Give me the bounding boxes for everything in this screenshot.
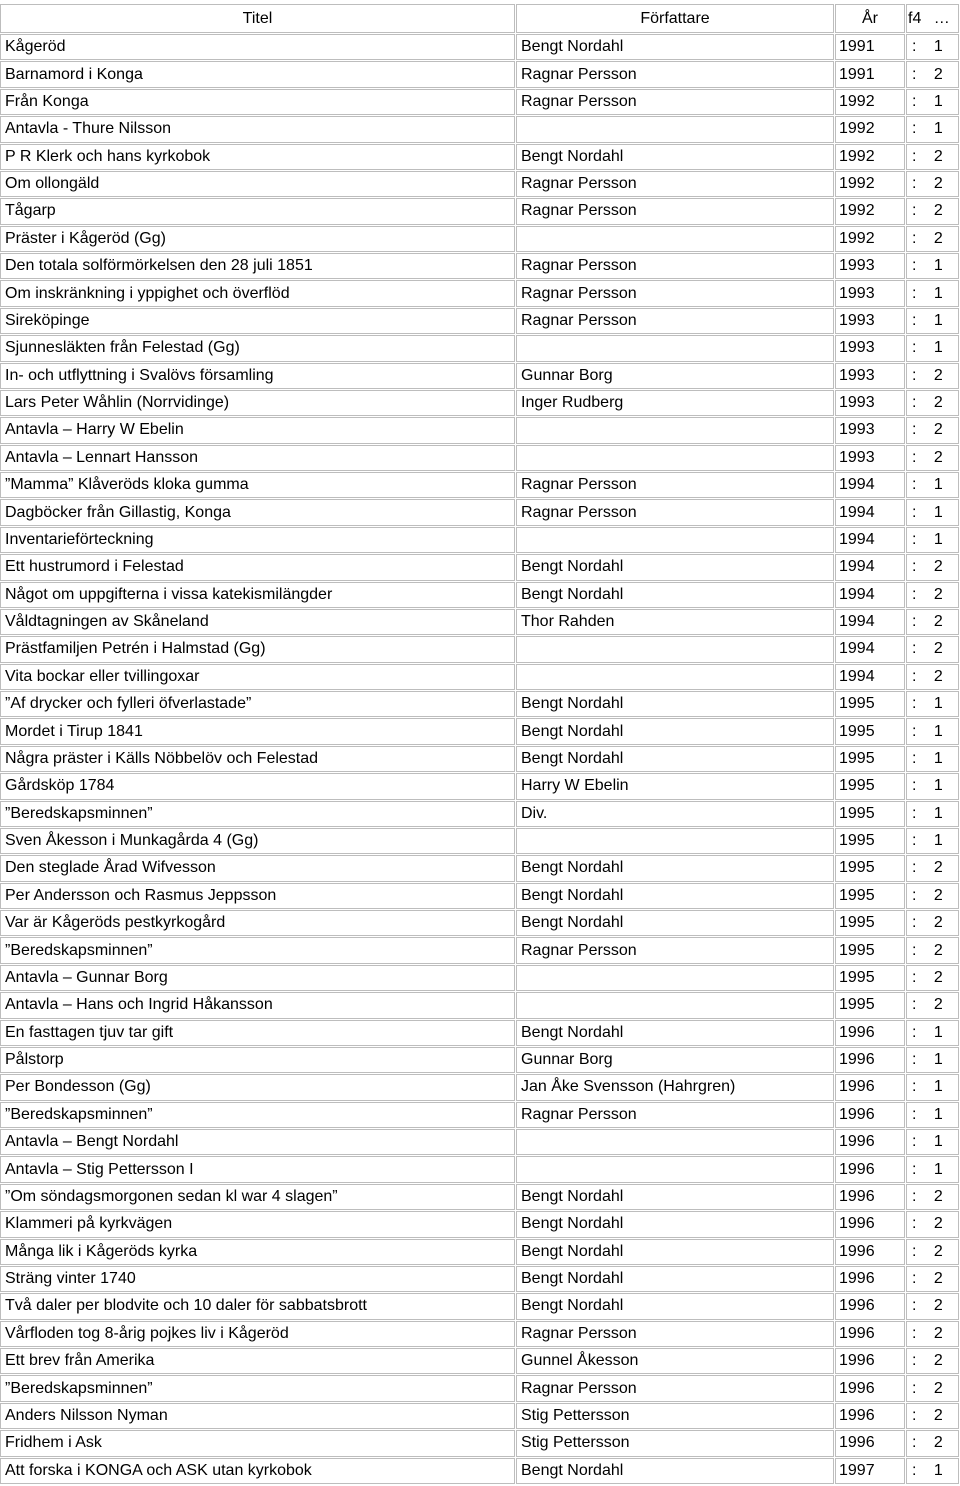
cell-title: Vårfloden tog 8-årig pojkes liv i Kågeröd: [0, 1321, 515, 1347]
cell-title: Sireköpinge: [0, 308, 515, 334]
cell-year: 1996: [835, 1184, 905, 1210]
cell-f4: : 2: [906, 363, 959, 389]
cell-author: Bengt Nordahl: [516, 855, 834, 881]
cell-f4: : 1: [906, 280, 959, 306]
cell-author: Bengt Nordahl: [516, 34, 834, 60]
cell-f4: : 2: [906, 226, 959, 252]
cell-title: Något om uppgifterna i vissa katekismilängder: [0, 582, 515, 608]
cell-author: Bengt Nordahl: [516, 883, 834, 909]
column-header-title: Titel: [0, 4, 515, 33]
cell-year: 1995: [835, 773, 905, 799]
cell-year: 1996: [835, 1403, 905, 1429]
cell-title: Gårdsköp 1784: [0, 773, 515, 799]
cell-author: [516, 527, 834, 553]
cell-author: Ragnar Persson: [516, 198, 834, 224]
cell-author: Ragnar Persson: [516, 89, 834, 115]
cell-title: Barnamord i Konga: [0, 61, 515, 87]
cell-author: Stig Pettersson: [516, 1403, 834, 1429]
cell-year: 1995: [835, 910, 905, 936]
cell-f4: : 2: [906, 1293, 959, 1319]
cell-f4: : 2: [906, 582, 959, 608]
cell-author: [516, 1129, 834, 1155]
cell-f4: : 1: [906, 34, 959, 60]
cell-f4: : 2: [906, 937, 959, 963]
cell-title: Fridhem i Ask: [0, 1430, 515, 1456]
cell-author: [516, 335, 834, 361]
cell-title: Kågeröd: [0, 34, 515, 60]
cell-title: ”Om söndagsmorgonen sedan kl war 4 slagen”: [0, 1184, 515, 1210]
cell-title: Antavla – Bengt Nordahl: [0, 1129, 515, 1155]
cell-f4: : 2: [906, 1403, 959, 1429]
cell-author: Bengt Nordahl: [516, 1020, 834, 1046]
cell-author: Harry W Ebelin: [516, 773, 834, 799]
cell-year: 1996: [835, 1239, 905, 1265]
cell-author: Ragnar Persson: [516, 308, 834, 334]
cell-year: 1996: [835, 1348, 905, 1374]
cell-f4: : 1: [906, 335, 959, 361]
cell-f4: : 2: [906, 1430, 959, 1456]
cell-f4: : 2: [906, 61, 959, 87]
cell-author: Ragnar Persson: [516, 1102, 834, 1128]
cell-year: 1994: [835, 499, 905, 525]
cell-title: Tågarp: [0, 198, 515, 224]
cell-f4: : 1: [906, 1156, 959, 1182]
cell-year: 1994: [835, 664, 905, 690]
cell-title: Om inskränkning i yppighet och överflöd: [0, 280, 515, 306]
cell-author: Gunnel Åkesson: [516, 1348, 834, 1374]
cell-f4: : 1: [906, 801, 959, 827]
cell-year: 1996: [835, 1430, 905, 1456]
cell-f4: : 2: [906, 1348, 959, 1374]
cell-year: 1996: [835, 1266, 905, 1292]
cell-title: Mordet i Tirup 1841: [0, 718, 515, 744]
cell-title: Antavla - Thure Nilsson: [0, 116, 515, 142]
cell-author: [516, 116, 834, 142]
cell-f4: : 2: [906, 1266, 959, 1292]
cell-author: [516, 664, 834, 690]
cell-year: 1992: [835, 226, 905, 252]
cell-title: ”Beredskapsminnen”: [0, 801, 515, 827]
cell-f4: : 2: [906, 910, 959, 936]
cell-author: Bengt Nordahl: [516, 1458, 834, 1484]
cell-author: Bengt Nordahl: [516, 582, 834, 608]
cell-year: 1994: [835, 636, 905, 662]
cell-author: Ragnar Persson: [516, 61, 834, 87]
cell-year: 1992: [835, 144, 905, 170]
cell-f4: : 2: [906, 1211, 959, 1237]
cell-title: Per Bondesson (Gg): [0, 1074, 515, 1100]
cell-year: 1992: [835, 89, 905, 115]
cell-title: Dagböcker från Gillastig, Konga: [0, 499, 515, 525]
cell-year: 1993: [835, 335, 905, 361]
cell-title: P R Klerk och hans kyrkobok: [0, 144, 515, 170]
cell-title: Ett hustrumord i Felestad: [0, 554, 515, 580]
cell-title: Sjunnesläkten från Felestad (Gg): [0, 335, 515, 361]
column-header-f4: f4 …: [906, 4, 959, 33]
cell-year: 1994: [835, 554, 905, 580]
cell-title: In- och utflyttning i Svalövs församling: [0, 363, 515, 389]
cell-title: Två daler per blodvite och 10 daler för sabbatsbrott: [0, 1293, 515, 1319]
cell-f4: : 1: [906, 1129, 959, 1155]
cell-year: 1996: [835, 1102, 905, 1128]
cell-title: Pålstorp: [0, 1047, 515, 1073]
cell-f4: : 1: [906, 116, 959, 142]
cell-title: Många lik i Kågeröds kyrka: [0, 1239, 515, 1265]
cell-year: 1992: [835, 198, 905, 224]
cell-author: Ragnar Persson: [516, 280, 834, 306]
cell-year: 1996: [835, 1211, 905, 1237]
cell-year: 1997: [835, 1458, 905, 1484]
cell-year: 1995: [835, 746, 905, 772]
cell-f4: : 2: [906, 636, 959, 662]
cell-author: Bengt Nordahl: [516, 691, 834, 717]
cell-title: Antavla – Harry W Ebelin: [0, 417, 515, 443]
cell-author: Ragnar Persson: [516, 1375, 834, 1401]
cell-title: Om ollongäld: [0, 171, 515, 197]
cell-year: 1996: [835, 1020, 905, 1046]
cell-f4: : 2: [906, 171, 959, 197]
cell-author: Jan Åke Svensson (Hahrgren): [516, 1074, 834, 1100]
cell-author: Stig Pettersson: [516, 1430, 834, 1456]
cell-f4: : 2: [906, 609, 959, 635]
cell-f4: : 1: [906, 1102, 959, 1128]
cell-f4: : 2: [906, 417, 959, 443]
cell-author: Ragnar Persson: [516, 171, 834, 197]
cell-author: Thor Rahden: [516, 609, 834, 635]
cell-year: 1995: [835, 992, 905, 1018]
cell-year: 1994: [835, 582, 905, 608]
cell-author: Bengt Nordahl: [516, 1293, 834, 1319]
cell-author: [516, 1156, 834, 1182]
cell-f4: : 2: [906, 1321, 959, 1347]
cell-author: Div.: [516, 801, 834, 827]
cell-title: Klammeri på kyrkvägen: [0, 1211, 515, 1237]
cell-f4: : 1: [906, 89, 959, 115]
cell-year: 1996: [835, 1129, 905, 1155]
cell-year: 1992: [835, 116, 905, 142]
cell-f4: : 1: [906, 1074, 959, 1100]
cell-title: Per Andersson och Rasmus Jeppsson: [0, 883, 515, 909]
cell-author: [516, 445, 834, 471]
cell-f4: : 2: [906, 1184, 959, 1210]
cell-f4: : 1: [906, 718, 959, 744]
cell-title: Den steglade Årad Wifvesson: [0, 855, 515, 881]
cell-title: Antavla – Stig Pettersson I: [0, 1156, 515, 1182]
cell-year: 1995: [835, 801, 905, 827]
cell-year: 1995: [835, 828, 905, 854]
cell-title: Den totala solförmörkelsen den 28 juli 1851: [0, 253, 515, 279]
cell-year: 1996: [835, 1293, 905, 1319]
cell-f4: : 2: [906, 1375, 959, 1401]
cell-year: 1993: [835, 445, 905, 471]
cell-title: ”Beredskapsminnen”: [0, 1102, 515, 1128]
cell-author: [516, 828, 834, 854]
cell-title: Prästfamiljen Petrén i Halmstad (Gg): [0, 636, 515, 662]
cell-year: 1995: [835, 883, 905, 909]
cell-f4: : 1: [906, 527, 959, 553]
cell-year: 1996: [835, 1074, 905, 1100]
cell-f4: : 2: [906, 664, 959, 690]
cell-author: Gunnar Borg: [516, 363, 834, 389]
cell-f4: : 1: [906, 253, 959, 279]
cell-author: Gunnar Borg: [516, 1047, 834, 1073]
cell-f4: : 2: [906, 965, 959, 991]
cell-author: Bengt Nordahl: [516, 1266, 834, 1292]
cell-f4: : 2: [906, 992, 959, 1018]
cell-title: ”Beredskapsminnen”: [0, 1375, 515, 1401]
cell-year: 1994: [835, 472, 905, 498]
cell-title: Var är Kågeröds pestkyrkogård: [0, 910, 515, 936]
cell-author: [516, 636, 834, 662]
cell-year: 1996: [835, 1375, 905, 1401]
cell-author: Bengt Nordahl: [516, 1184, 834, 1210]
cell-author: Ragnar Persson: [516, 253, 834, 279]
cell-year: 1995: [835, 937, 905, 963]
cell-author: Ragnar Persson: [516, 1321, 834, 1347]
cell-title: Från Konga: [0, 89, 515, 115]
cell-title: Att forska i KONGA och ASK utan kyrkobok: [0, 1458, 515, 1484]
cell-title: ”Beredskapsminnen”: [0, 937, 515, 963]
cell-title: Ett brev från Amerika: [0, 1348, 515, 1374]
cell-f4: : 1: [906, 1458, 959, 1484]
cell-year: 1993: [835, 417, 905, 443]
cell-title: En fasttagen tjuv tar gift: [0, 1020, 515, 1046]
cell-author: [516, 992, 834, 1018]
cell-title: Lars Peter Wåhlin (Norrvidinge): [0, 390, 515, 416]
cell-year: 1995: [835, 691, 905, 717]
cell-author: Ragnar Persson: [516, 937, 834, 963]
cell-f4: : 2: [906, 390, 959, 416]
cell-f4: : 1: [906, 691, 959, 717]
cell-year: 1994: [835, 609, 905, 635]
cell-year: 1993: [835, 390, 905, 416]
cell-year: 1991: [835, 61, 905, 87]
cell-title: Präster i Kågeröd (Gg): [0, 226, 515, 252]
cell-f4: : 2: [906, 198, 959, 224]
cell-f4: : 2: [906, 883, 959, 909]
cell-title: Antavla – Hans och Ingrid Håkansson: [0, 992, 515, 1018]
cell-f4: : 1: [906, 308, 959, 334]
cell-f4: : 1: [906, 1047, 959, 1073]
publications-table: [0, 4, 959, 1484]
column-header-year: År: [835, 4, 905, 33]
cell-year: 1995: [835, 965, 905, 991]
cell-f4: : 2: [906, 1239, 959, 1265]
cell-year: 1996: [835, 1156, 905, 1182]
column-header-author: Författare: [516, 4, 834, 33]
cell-title: Inventarieförteckning: [0, 527, 515, 553]
cell-author: Bengt Nordahl: [516, 1239, 834, 1265]
cell-f4: : 1: [906, 773, 959, 799]
cell-title: Vita bockar eller tvillingoxar: [0, 664, 515, 690]
cell-f4: : 2: [906, 445, 959, 471]
cell-year: 1993: [835, 363, 905, 389]
cell-year: 1996: [835, 1321, 905, 1347]
cell-f4: : 1: [906, 1020, 959, 1046]
cell-author: Inger Rudberg: [516, 390, 834, 416]
cell-f4: : 1: [906, 472, 959, 498]
cell-title: Anders Nilsson Nyman: [0, 1403, 515, 1429]
cell-f4: : 1: [906, 746, 959, 772]
cell-year: 1995: [835, 855, 905, 881]
cell-f4: : 2: [906, 855, 959, 881]
cell-title: Sträng vinter 1740: [0, 1266, 515, 1292]
cell-author: [516, 417, 834, 443]
cell-author: [516, 965, 834, 991]
cell-year: 1994: [835, 527, 905, 553]
cell-year: 1993: [835, 253, 905, 279]
cell-title: ”Af drycker och fylleri öfverlastade”: [0, 691, 515, 717]
cell-year: 1996: [835, 1047, 905, 1073]
cell-author: Bengt Nordahl: [516, 746, 834, 772]
cell-title: ”Mamma” Klåveröds kloka gumma: [0, 472, 515, 498]
cell-author: Bengt Nordahl: [516, 1211, 834, 1237]
cell-f4: : 1: [906, 828, 959, 854]
cell-title: Våldtagningen av Skåneland: [0, 609, 515, 635]
cell-author: Ragnar Persson: [516, 499, 834, 525]
cell-title: Sven Åkesson i Munkagårda 4 (Gg): [0, 828, 515, 854]
cell-f4: : 2: [906, 554, 959, 580]
cell-f4: : 1: [906, 499, 959, 525]
cell-author: Bengt Nordahl: [516, 718, 834, 744]
cell-year: 1991: [835, 34, 905, 60]
cell-title: Antavla – Gunnar Borg: [0, 965, 515, 991]
cell-author: Bengt Nordahl: [516, 144, 834, 170]
cell-year: 1995: [835, 718, 905, 744]
cell-title: Några präster i Källs Nöbbelöv och Felestad: [0, 746, 515, 772]
cell-title: Antavla – Lennart Hansson: [0, 445, 515, 471]
cell-author: [516, 226, 834, 252]
cell-year: 1993: [835, 308, 905, 334]
cell-f4: : 2: [906, 144, 959, 170]
cell-author: Ragnar Persson: [516, 472, 834, 498]
cell-year: 1993: [835, 280, 905, 306]
cell-author: Bengt Nordahl: [516, 554, 834, 580]
cell-year: 1992: [835, 171, 905, 197]
cell-author: Bengt Nordahl: [516, 910, 834, 936]
